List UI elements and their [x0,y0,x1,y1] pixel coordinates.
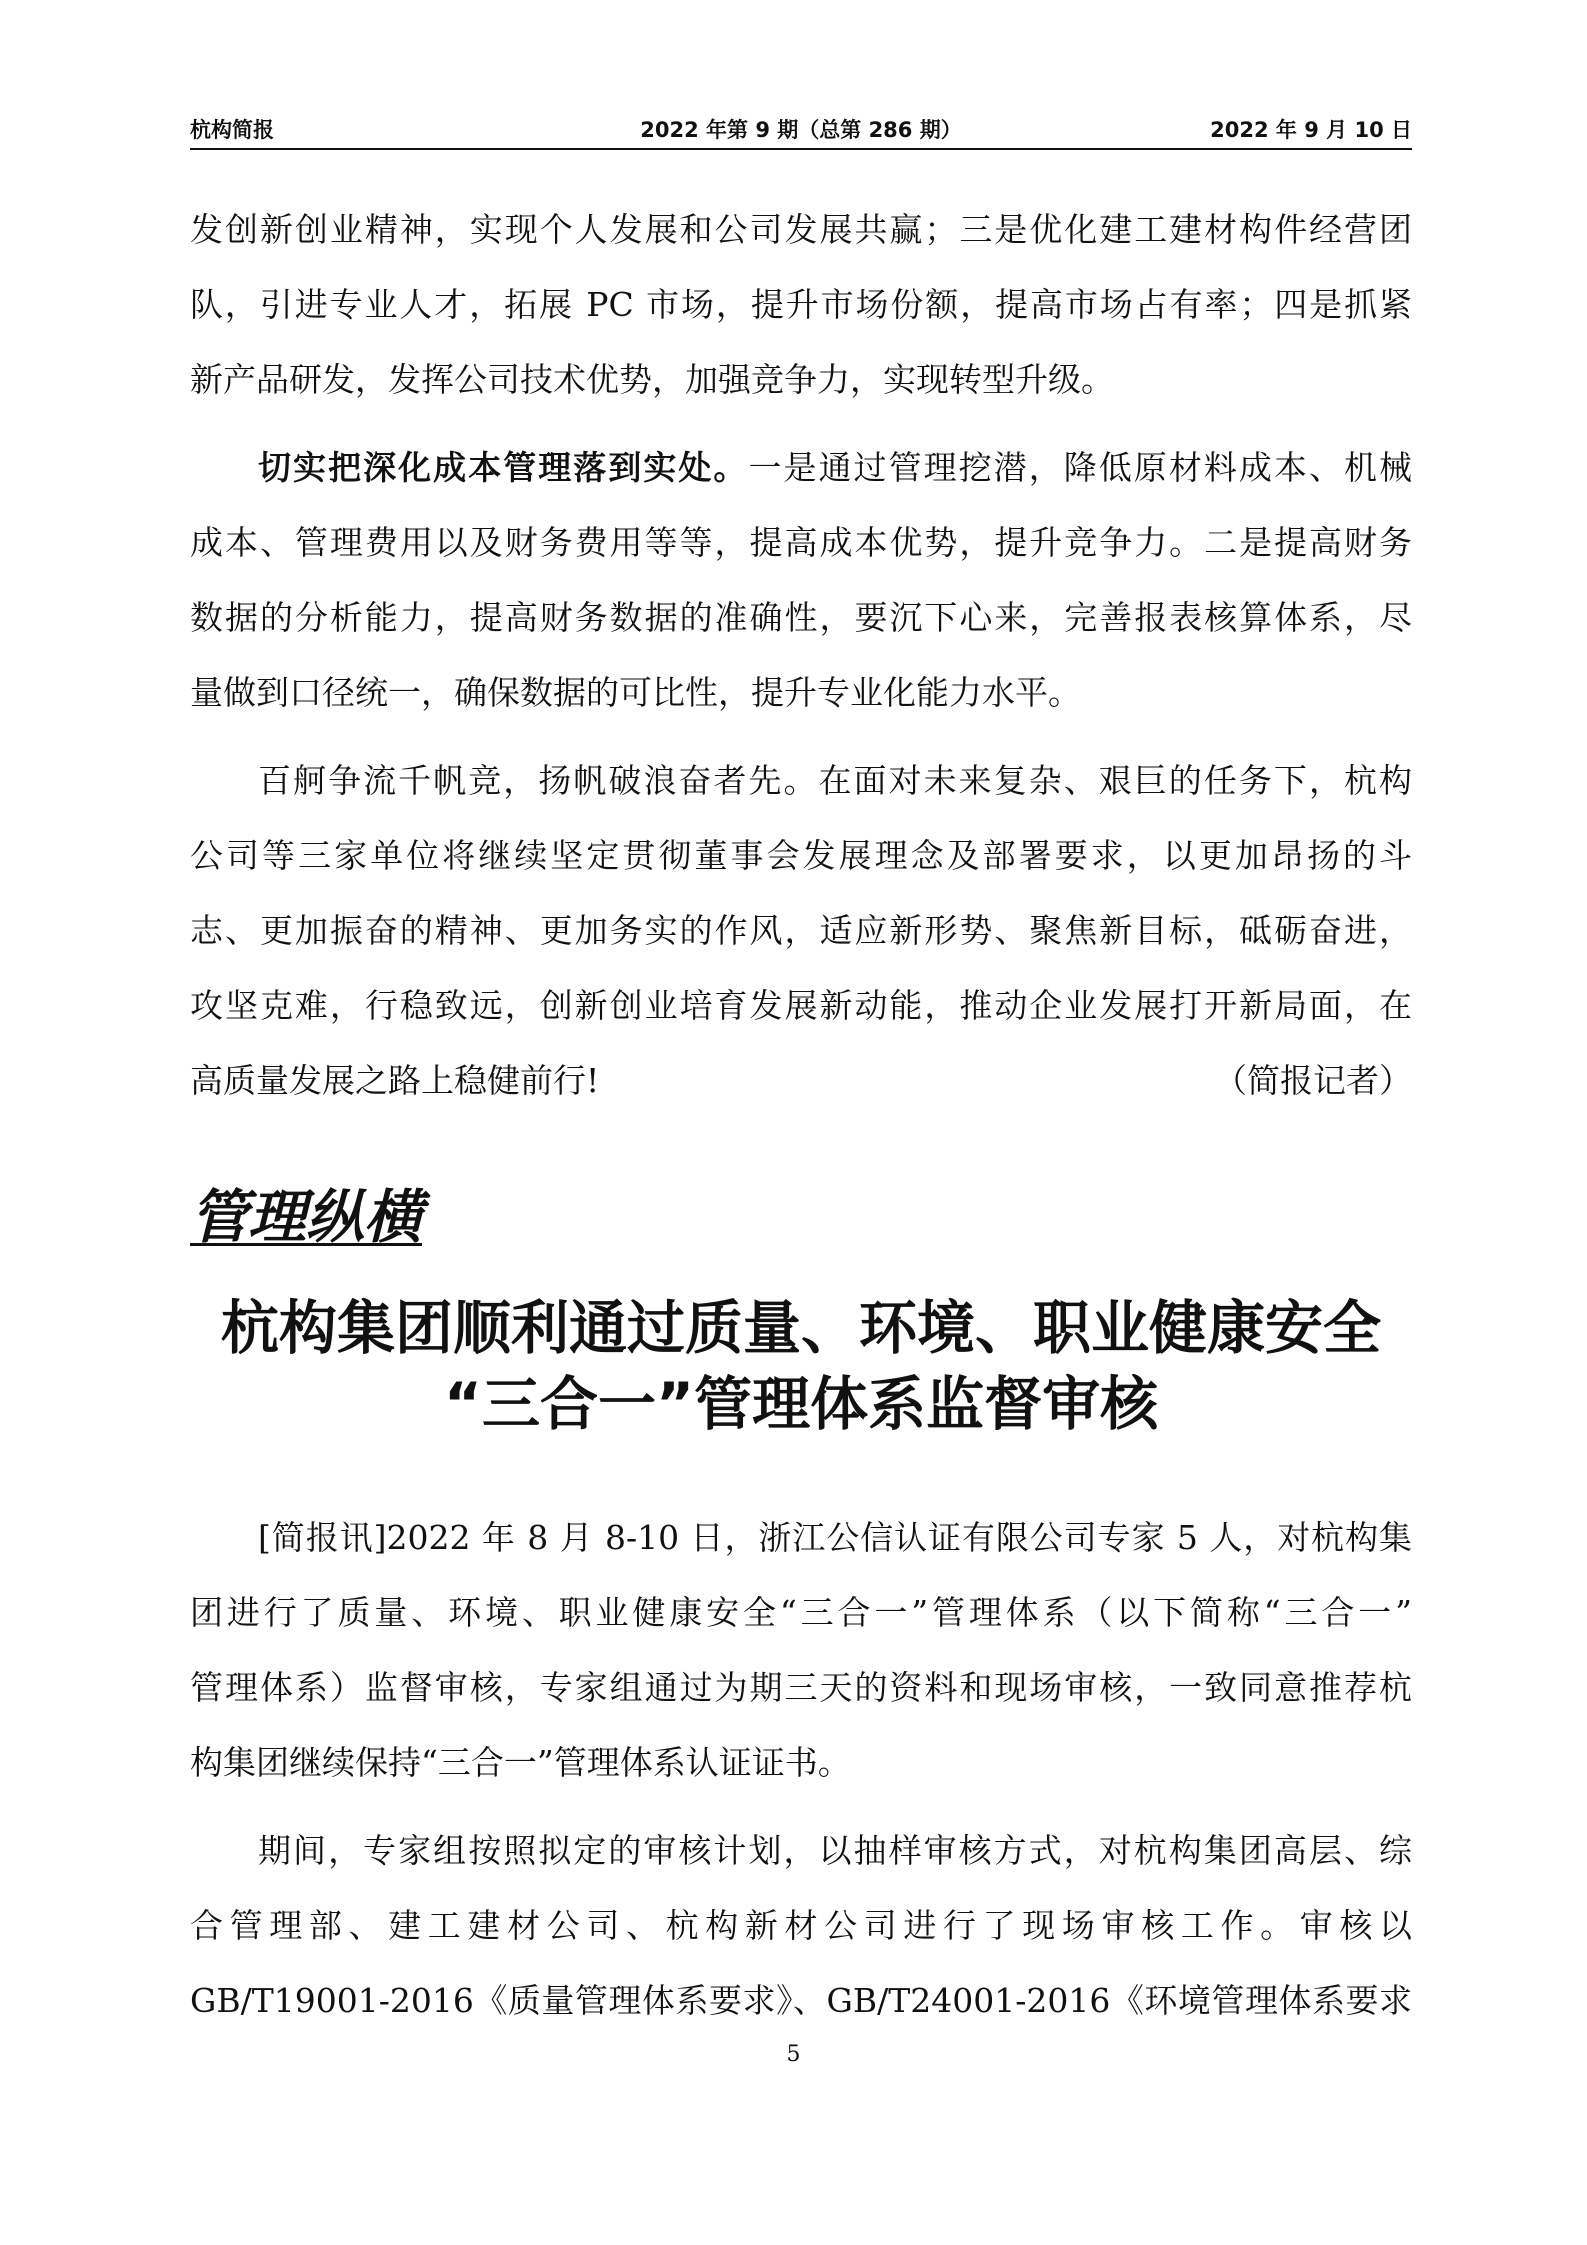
bold-lead: 切实把深化成本管理落到实处。 [258,448,749,487]
body-line: GB/T19001-2016《质量管理体系要求》、GB/T24001-2016《环境管理体系要求 [190,1981,1412,2020]
body-line: 构集团继续保持“三合一”管理体系认证证书。 [190,1743,851,1782]
body-line: 志、更加振奋的精神、更加务实的作风，适应新形势、聚焦新目标，砥砺奋进， [190,911,1412,950]
article-title-line-2: “三合一”管理体系监督审核 [443,1370,1159,1438]
body-line: 期间，专家组按照拟定的审核计划，以抽样审核方式，对杭构集团高层、综 [258,1831,1412,1870]
body-text: 一是通过管理挖潜，降低原材料成本、机械 [748,448,1412,487]
section-heading: 管理纵横 [190,1183,423,1251]
body-line: 队，引进专业人才，拓展 PC 市场，提升市场份额，提高市场占有率；四是抓紧 [190,285,1412,324]
body-line: 公司等三家单位将继续坚定贯彻董事会发展理念及部署要求，以更加昂扬的斗 [190,836,1412,875]
body-line: 管理体系）监督审核，专家组通过为期三天的资料和现场审核，一致同意推荐杭 [190,1668,1412,1707]
header-publication: 杭构简报 [190,118,274,142]
body-line: 团进行了质量、环境、职业健康安全“三合一”管理体系（以下简称“三合一” [190,1593,1412,1632]
page-header [190,108,1412,150]
header-issue: 2022 年第 9 期（总第 286 期） [640,118,962,142]
body-line: 新产品研发，发挥公司技术优势，加强竞争力，实现转型升级。 [190,360,1114,399]
article-title-line-1: 杭构集团顺利通过质量、环境、职业健康安全 [220,1294,1381,1362]
body-line: 发创新创业精神，实现个人发展和公司发展共赢；三是优化建工建材构件经营团 [190,210,1412,249]
body-text: 高质量发展之路上稳健前行! [190,1061,600,1100]
body-line: 攻坚克难，行稳致远，创新创业培育发展新动能，推动企业发展打开新局面，在 [190,986,1412,1025]
body-line [190,1043,1412,1118]
body-line: 数据的分析能力，提高财务数据的准确性，要沉下心来，完善报表核算体系，尽 [190,598,1412,637]
page-number: 5 [786,2042,801,2067]
body-line: 百舸争流千帆竞，扬帆破浪奋者先。在面对未来复杂、艰巨的任务下，杭构 [258,761,1412,800]
header-date: 2022 年 9 月 10 日 [1210,118,1412,142]
body-line: 合管理部、建工建材公司、杭构新材公司进行了现场审核工作。审核以 [190,1906,1412,1945]
signature: （简报记者） [1214,1061,1412,1100]
body-line: [简报讯]2022 年 8 月 8-10 日，浙江公信认证有限公司专家 5 人，对杭构集 [258,1518,1412,1557]
body-line: 成本、管理费用以及财务费用等等，提高成本优势，提升竞争力。二是提高财务 [190,523,1412,562]
body-line: 量做到口径统一，确保数据的可比性，提升专业化能力水平。 [190,673,1081,712]
body-line [258,430,1412,505]
